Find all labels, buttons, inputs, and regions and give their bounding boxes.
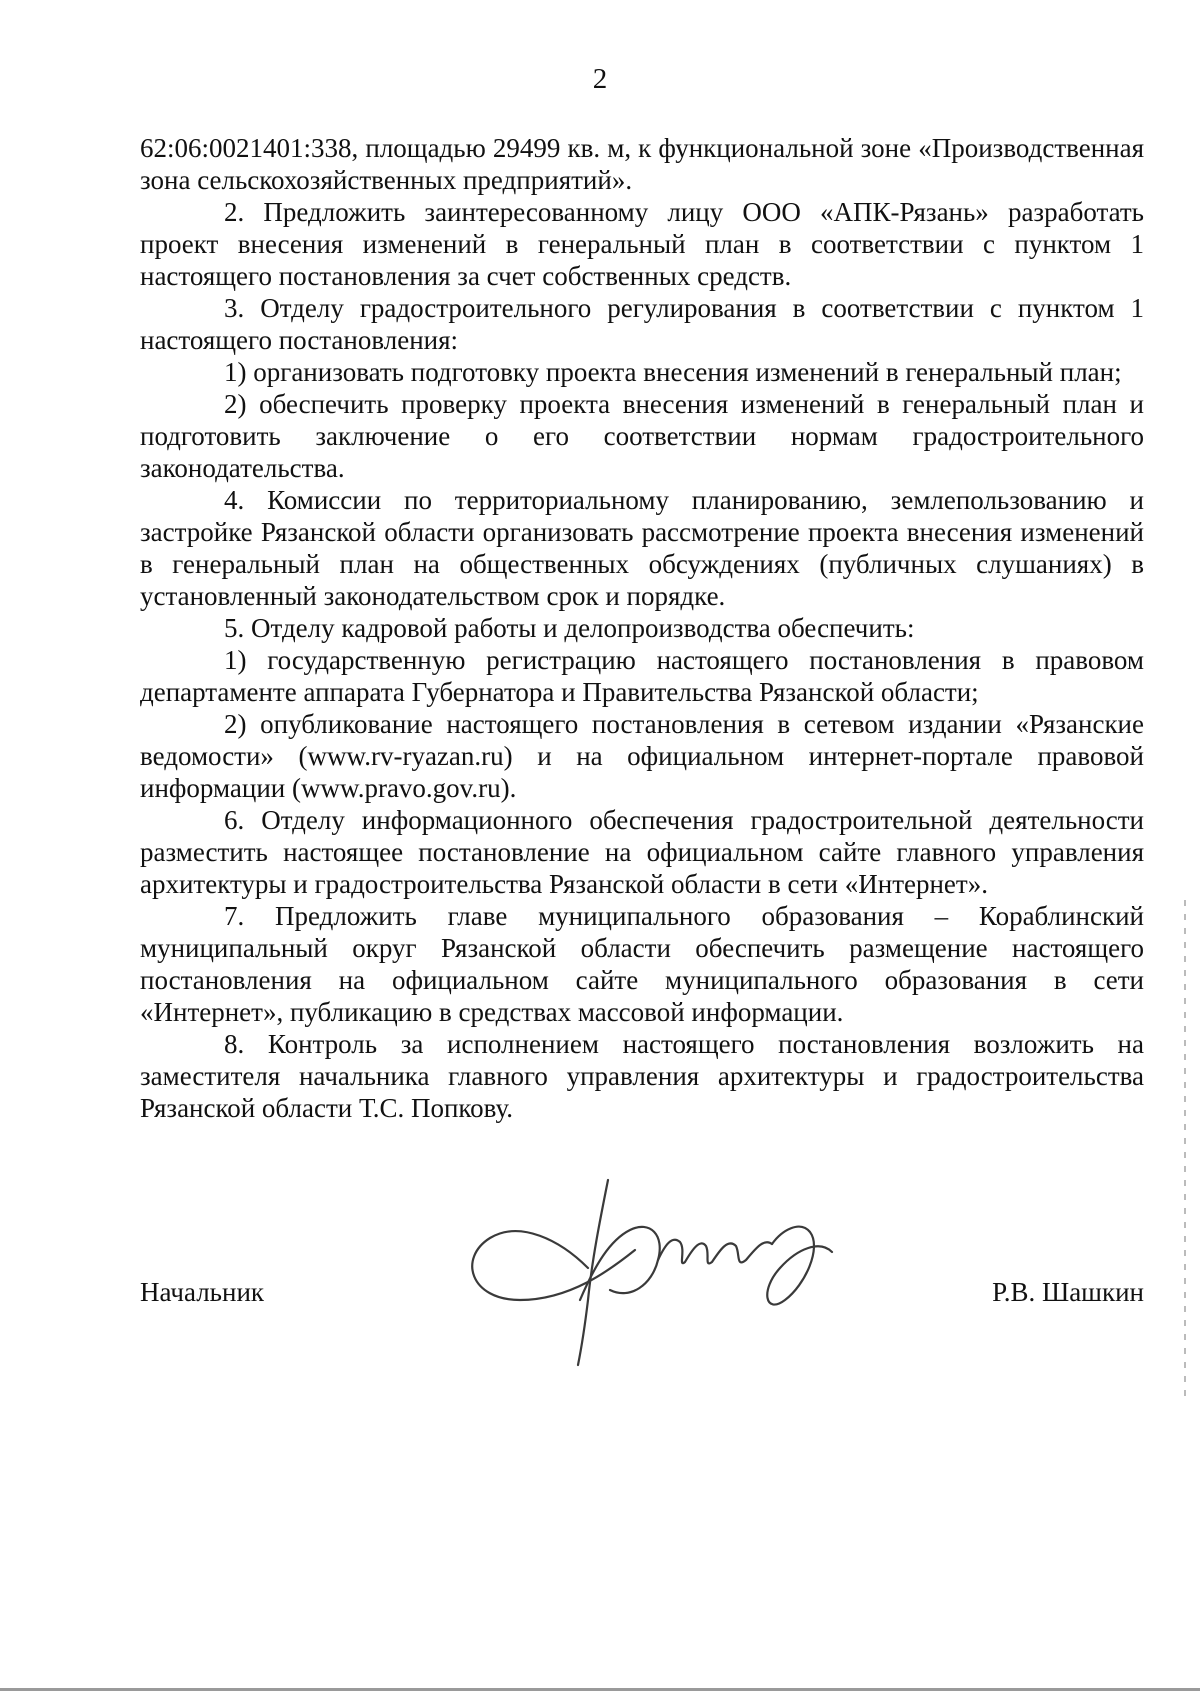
paragraph-item-4: 4. Комиссии по территориальному планированию, землепользованию и застройке Рязанской области организовать рассмотрение проекта внесения изменений в генеральный план на общественных обсуждениях (публичных слушаниях) в установленный законодательством срок и порядке. bbox=[140, 485, 1144, 611]
paragraph-item-7: 7. Предложить главе муниципального образования – Кораблинский муниципальный округ Рязанской области обеспечить размещение настоящего постановления на официальном сайте муниципального образования в сети «Интернет», публикацию в средствах массовой информации. bbox=[140, 901, 1144, 1027]
paragraph-continuation: 62:06:0021401:338, площадью 29499 кв. м, к функциональной зоне «Производственная зона сельскохозяйственных предприятий». bbox=[140, 133, 1144, 195]
page-number: 2 bbox=[592, 63, 608, 95]
paragraph-item-5-subitem-1: 1) государственную регистрацию настоящего постановления в правовом департаменте аппарата Губернатора и Правительства Рязанской области; bbox=[140, 645, 1144, 707]
document-body bbox=[140, 132, 1144, 1124]
signatory-position: Начальник bbox=[140, 1277, 265, 1307]
paragraph-item-3-subitem-2: 2) обеспечить проверку проекта внесения изменений в генеральный план и подготовить заключение о его соответствии нормам градостроительного законодательства. bbox=[140, 389, 1144, 483]
signatory-name: Р.В. Шашкин bbox=[992, 1277, 1144, 1307]
paragraph-item-5-subitem-2: 2) опубликование настоящего постановления в сетевом издании «Рязанские ведомости» (www.rv-ryazan.ru) и на официальном интернет-портале правовой информации (www.pravo.gov.ru). bbox=[140, 709, 1144, 803]
paragraph-item-5: 5. Отделу кадровой работы и делопроизводства обеспечить: bbox=[224, 613, 915, 643]
scan-bottom-line bbox=[0, 1688, 1200, 1691]
paragraph-item-6: 6. Отделу информационного обеспечения градостроительной деятельности разместить настоящее постановление на официальном сайте главного управления архитектуры и градостроительства Рязанской области в сети «Интернет». bbox=[140, 805, 1144, 899]
paragraph-item-8: 8. Контроль за исполнением настоящего постановления возложить на заместителя начальника главного управления архитектуры и градостроительства Рязанской области Т.С. Попкову. bbox=[140, 1029, 1144, 1123]
paragraph-item-2: 2. Предложить заинтересованному лицу ООО «АПК-Рязань» разработать проект внесения изменений в генеральный план в соответствии с пунктом 1 настоящего постановления за счет собственных средств. bbox=[140, 197, 1144, 291]
paragraph-item-3-subitem-1: 1) организовать подготовку проекта внесения изменений в генеральный план; bbox=[224, 357, 1122, 387]
signature-block bbox=[140, 1264, 1144, 1324]
scan-edge-mark bbox=[1184, 900, 1186, 1400]
paragraph-item-3: 3. Отделу градостроительного регулирования в соответствии с пунктом 1 настоящего постановления: bbox=[140, 293, 1144, 355]
